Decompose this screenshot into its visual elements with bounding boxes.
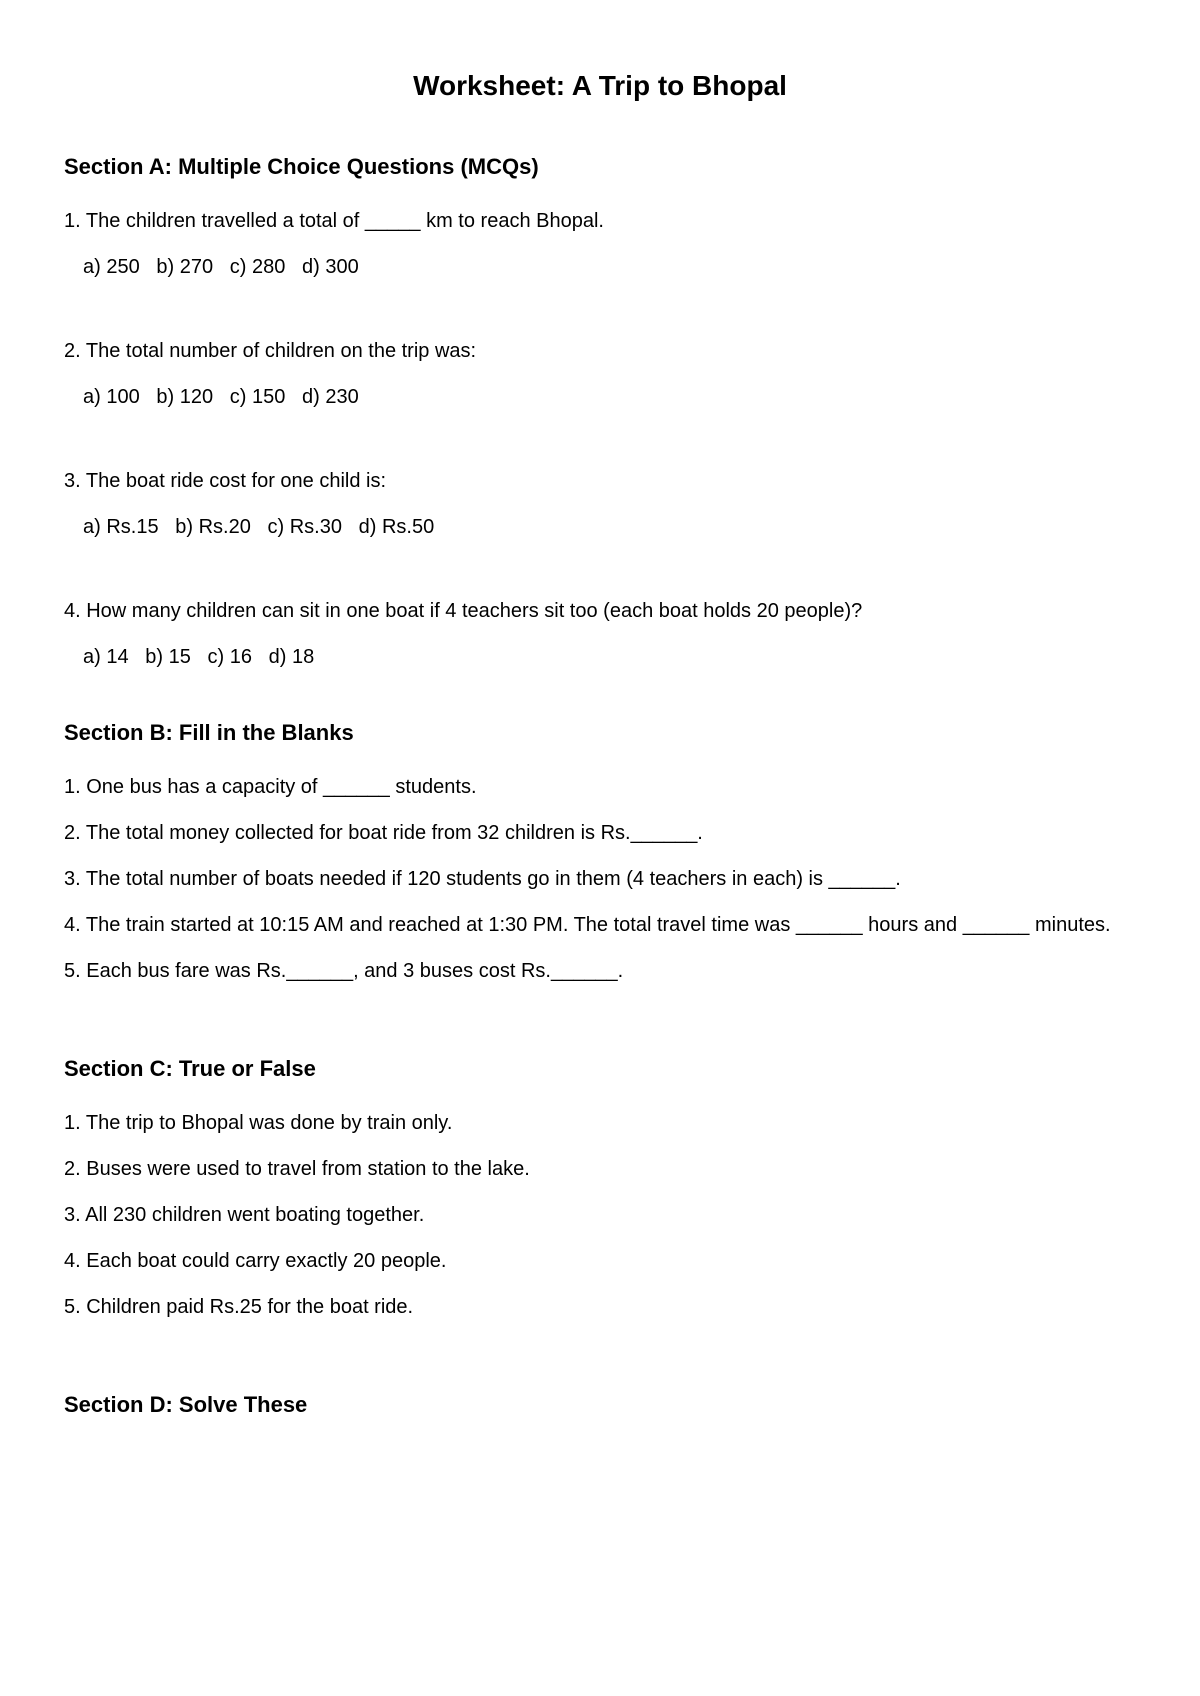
true-false-item-3: 3. All 230 children went boating together.: [64, 1204, 425, 1226]
true-false-item-5: 5. Children paid Rs.25 for the boat ride.: [64, 1296, 414, 1318]
mcq-question-2: [64, 328, 1136, 420]
mcq-options: a) 14 b) 15 c) 16 d) 18: [83, 646, 315, 668]
section-c-heading: Section C: True or False: [64, 1056, 316, 1081]
fill-blank-item-3: 3. The total number of boats needed if 120 students go in them (4 teachers in each) is ______.: [64, 868, 901, 890]
mcq-question-text: 3. The boat ride cost for one child is:: [64, 470, 387, 492]
true-false-item-2: 2. Buses were used to travel from station to the lake.: [64, 1158, 530, 1180]
true-false-item-4: 4. Each boat could carry exactly 20 people.: [64, 1250, 447, 1272]
mcq-options: a) Rs.15 b) Rs.20 c) Rs.30 d) Rs.50: [83, 516, 435, 538]
fill-blank-item-4: 4. The train started at 10:15 AM and reached at 1:30 PM. The total travel time was ______ hours and ______ minutes.: [64, 914, 1111, 936]
page-title: Worksheet: A Trip to Bhopal: [413, 70, 787, 101]
mcq-question-text: 1. The children travelled a total of _____ km to reach Bhopal.: [64, 210, 604, 232]
section-a-heading: Section A: Multiple Choice Questions (MCQs): [64, 154, 539, 179]
fill-blank-item-1: 1. One bus has a capacity of ______ students.: [64, 776, 477, 798]
mcq-question-1: [64, 198, 1136, 290]
mcq-question-4: [64, 588, 1136, 680]
mcq-options: a) 250 b) 270 c) 280 d) 300: [83, 256, 359, 278]
section-d-heading: Section D: Solve These: [64, 1392, 308, 1417]
mcq-options: a) 100 b) 120 c) 150 d) 230: [83, 386, 359, 408]
fill-blank-item-5: 5. Each bus fare was Rs.______, and 3 buses cost Rs.______.: [64, 960, 624, 982]
true-false-item-1: 1. The trip to Bhopal was done by train only.: [64, 1112, 453, 1134]
section-b-heading: Section B: Fill in the Blanks: [64, 720, 354, 745]
mcq-question-text: 2. The total number of children on the trip was:: [64, 340, 477, 362]
mcq-question-3: [64, 458, 1136, 550]
mcq-question-text: 4. How many children can sit in one boat if 4 teachers sit too (each boat holds 20 people)?: [64, 600, 863, 622]
fill-blank-item-2: 2. The total money collected for boat ride from 32 children is Rs.______.: [64, 822, 703, 844]
